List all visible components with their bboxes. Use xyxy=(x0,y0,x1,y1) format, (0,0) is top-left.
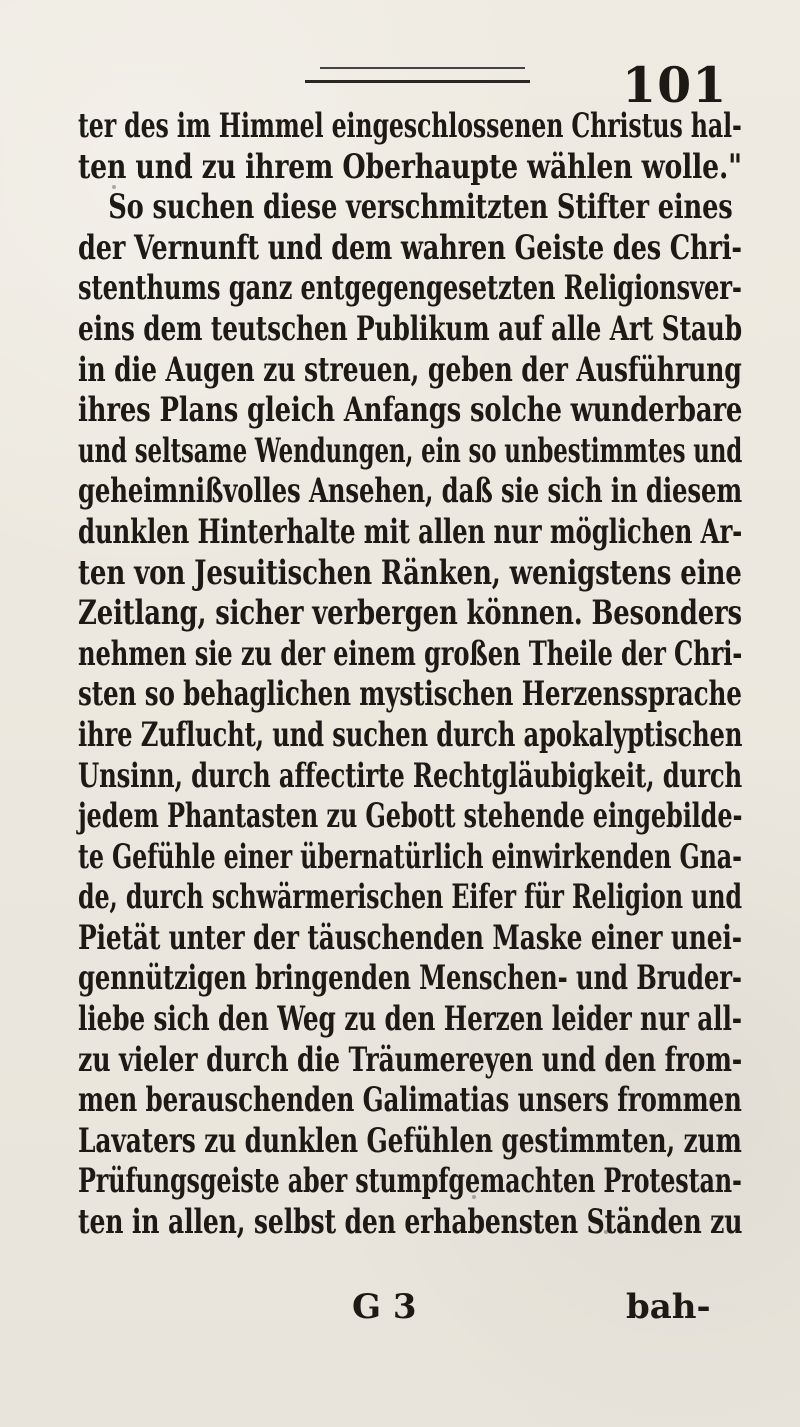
text-line-5: stenthums ganz entgegengesetzten Religionsver- xyxy=(78,268,742,309)
text-line-18: jedem Phantasten zu Gebott stehende eingebilde- xyxy=(78,796,743,837)
text-line-21: Pietät unter der täuschenden Maske einer unei- xyxy=(78,917,742,958)
text-line-25: men berauschenden Galimatias unsers frommen xyxy=(78,1080,742,1121)
text-line-28: ten in allen, selbst den erhabensten Ständen zu xyxy=(78,1202,743,1243)
page-number: 101 xyxy=(622,56,728,114)
text-line-1: ter des im Himmel eingeschlossenen Christus hal- xyxy=(78,106,742,146)
text-line-16: ihre Zuflucht, und suchen durch apokalyptischen xyxy=(78,714,743,755)
body-text xyxy=(78,106,742,1243)
text-line-27: Prüfungsgeiste aber stumpfgemachten Protestan- xyxy=(78,1161,742,1202)
text-line-14: nehmen sie zu der einem großen Theile der Chri- xyxy=(78,633,743,674)
header-rule-top xyxy=(320,67,525,69)
catchword: bah- xyxy=(626,1287,711,1327)
header-rule-bottom xyxy=(305,80,530,83)
text-line-4: der Vernunft und dem wahren Geiste des Chri- xyxy=(78,227,742,268)
text-line-9: und seltsame Wendungen, ein so unbestimmtes und xyxy=(78,430,743,471)
text-line-17: Unsinn, durch affectirte Rechtgläubigkeit, durch xyxy=(78,755,743,796)
signature-mark: G 3 xyxy=(352,1287,417,1327)
text-line-3: So suchen diese verschmitzten Stifter eines xyxy=(108,187,733,228)
text-line-24: zu vieler durch die Träumereyen und den from- xyxy=(78,1039,743,1080)
text-line-2: ten und zu ihrem Oberhaupte wählen wolle." xyxy=(78,146,742,187)
text-line-19: te Gefühle einer übernatürlich einwirkenden Gna- xyxy=(78,836,742,877)
paper-speck xyxy=(112,185,116,189)
text-line-12: ten von Jesuitischen Ränken, wenigstens eine xyxy=(78,552,742,593)
text-line-26: Lavaters zu dunklen Gefühlen gestimmten, zum xyxy=(78,1120,742,1161)
text-line-23: liebe sich den Weg zu den Herzen leider nur all- xyxy=(78,999,742,1040)
text-line-11: dunklen Hinterhalte mit allen nur möglichen Ar- xyxy=(78,511,743,552)
text-line-13: Zeitlang, sicher verbergen können. Besonders xyxy=(78,593,742,634)
text-line-20: de, durch schwärmerischen Eifer für Religion und xyxy=(78,877,742,918)
text-line-15: sten so behaglichen mystischen Herzenssprache xyxy=(78,674,742,715)
paper-speck xyxy=(472,1195,476,1199)
text-line-7: in die Augen zu streuen, geben der Ausführung xyxy=(78,349,742,390)
paper-speck xyxy=(604,1230,608,1234)
text-line-6: eins dem teutschen Publikum auf alle Art Staub xyxy=(78,308,742,349)
text-line-10: geheimnißvolles Ansehen, daß sie sich in diesem xyxy=(78,471,743,512)
text-line-22: gennützigen bringenden Menschen- und Bruder- xyxy=(78,958,742,999)
page-header xyxy=(0,0,800,118)
text-line-8: ihres Plans gleich Anfangs solche wunderbare xyxy=(78,390,743,431)
